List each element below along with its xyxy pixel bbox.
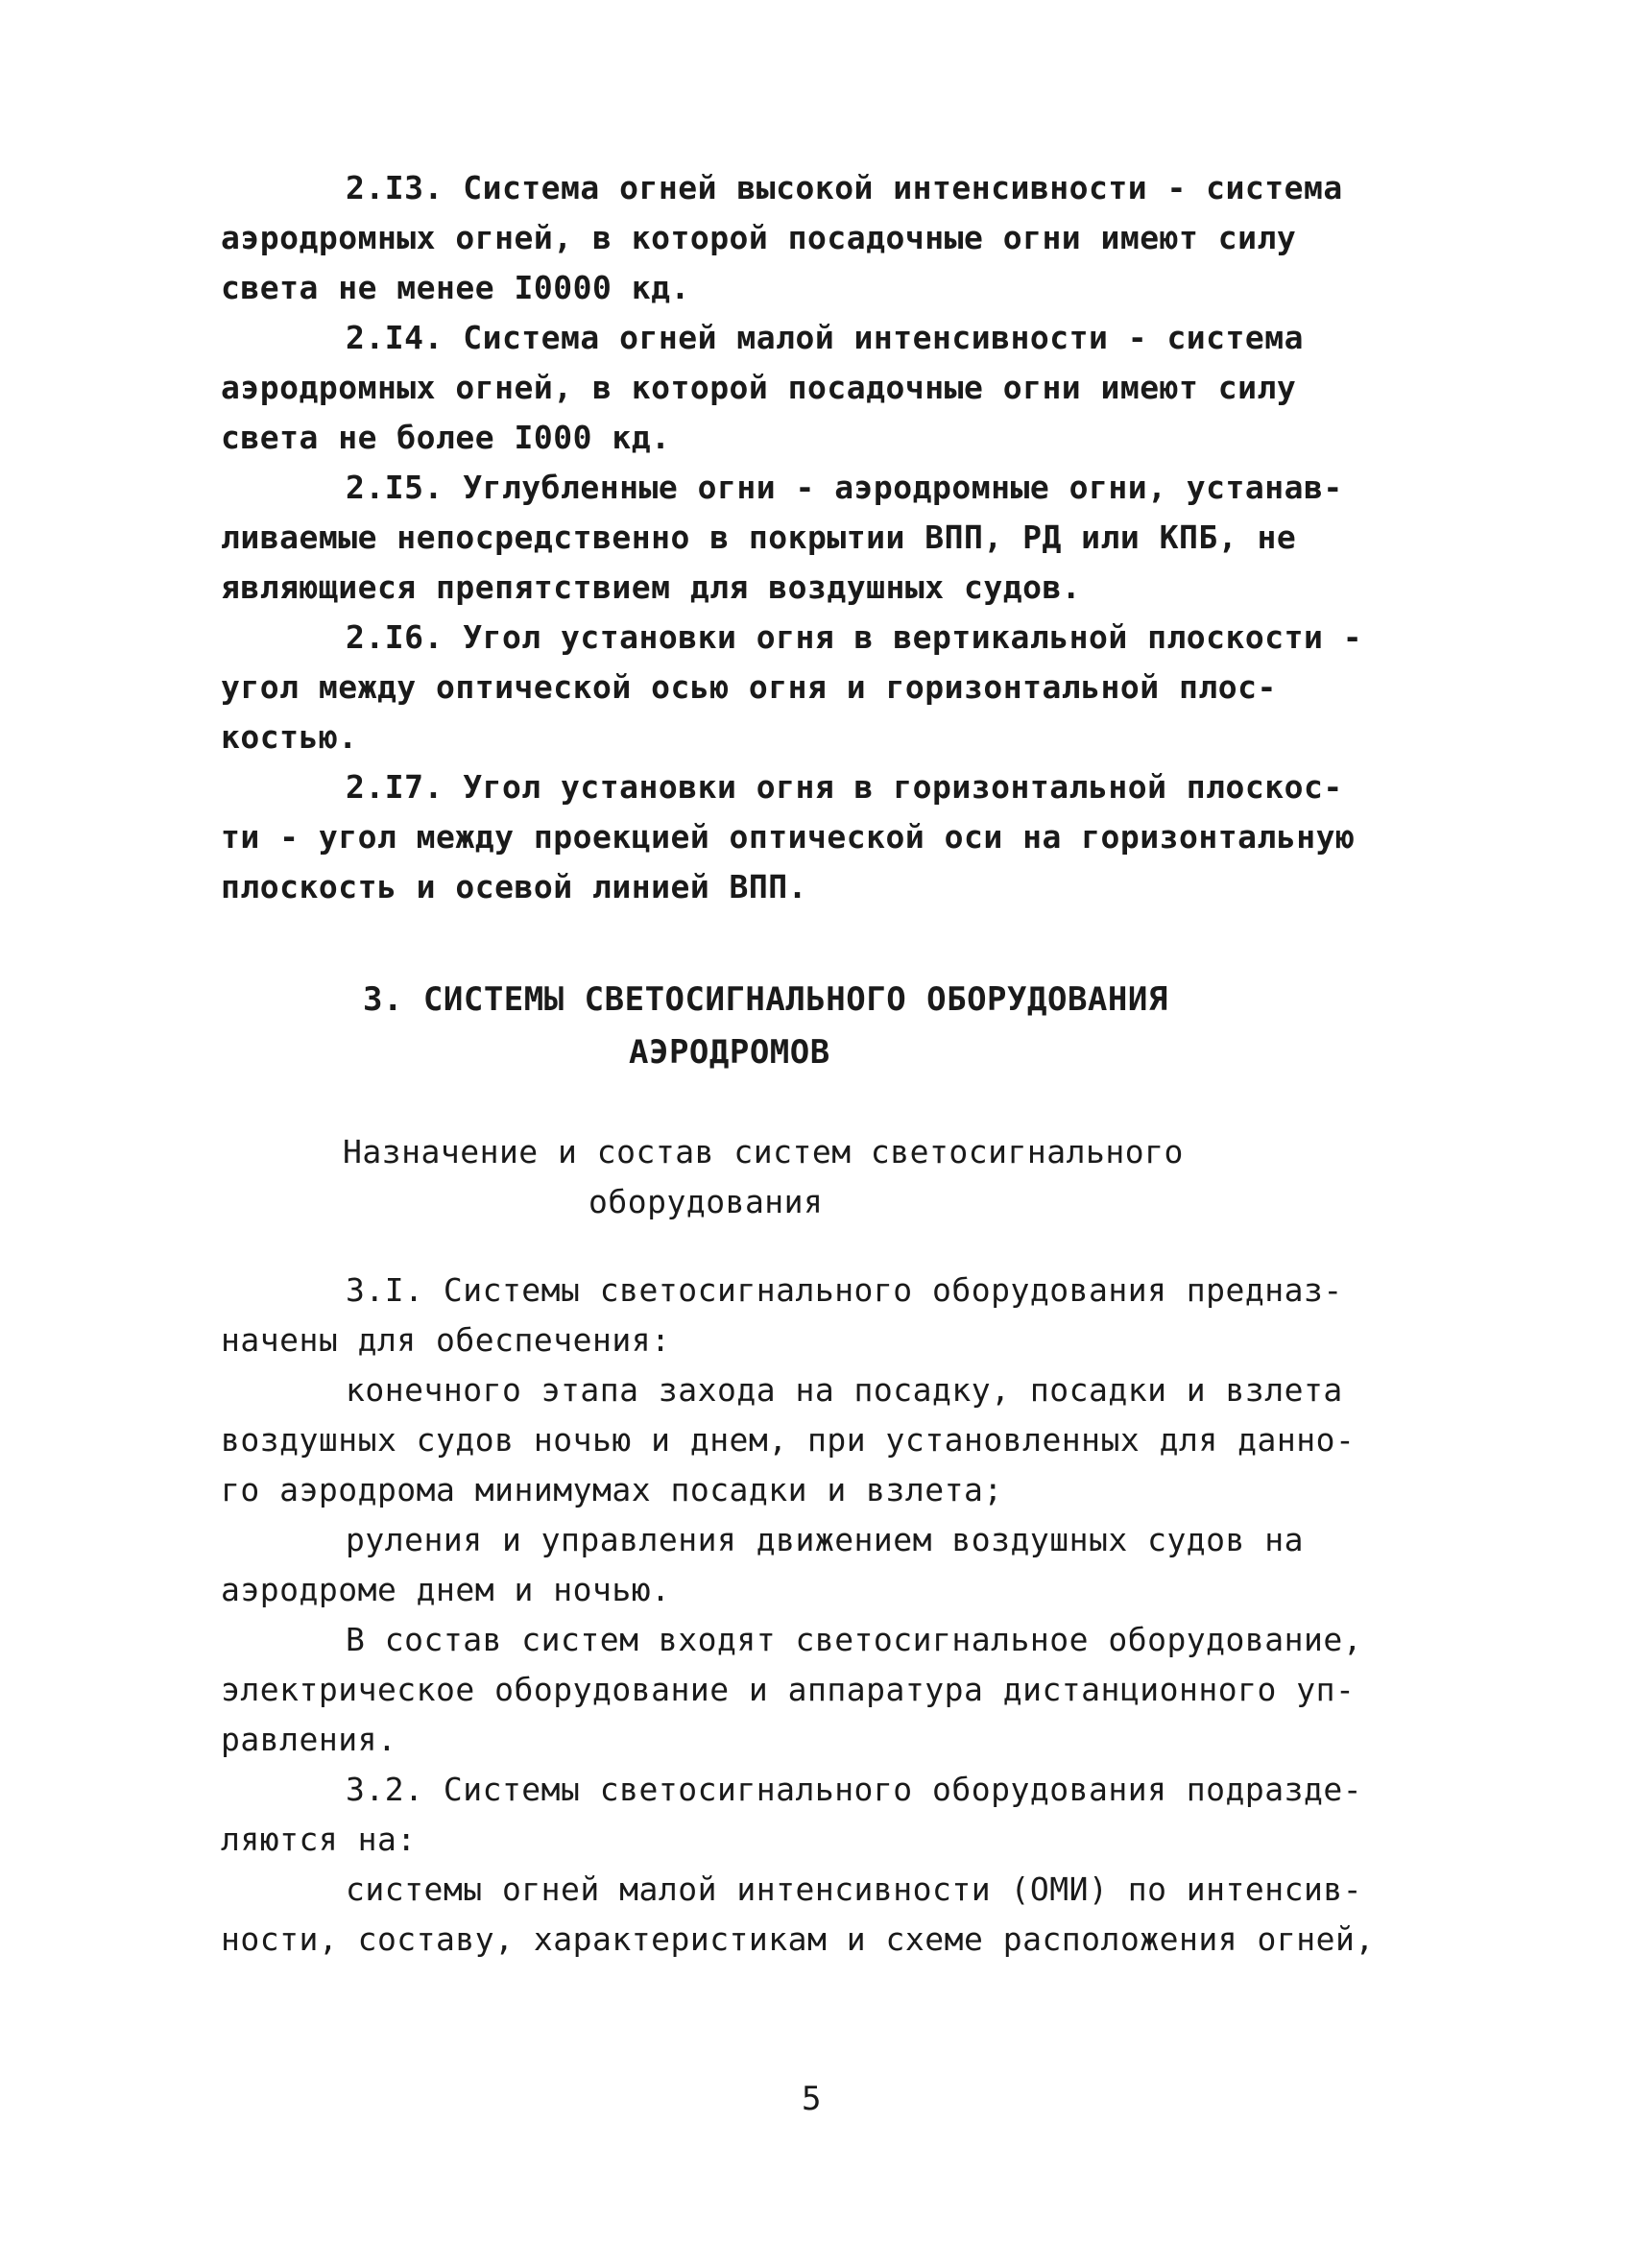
text-line: руления и управления движением воздушных судов на <box>346 1521 1305 1558</box>
text-line: 2.I5. Углубленные огни - аэродромные огни, устанав- <box>346 469 1343 506</box>
text-line: аэродромных огней, в которой посадочные огни имеют силу <box>221 219 1297 256</box>
text-line: 3.I. Системы светосигнального оборудования предназ- <box>346 1271 1343 1309</box>
text-line: 2.I7. Угол установки огня в горизонтальной плоскос- <box>346 768 1343 806</box>
text-line: ливаемые непосредственно в покрытии ВПП, РД или КПБ, не <box>221 519 1297 556</box>
text-line: 2.I4. Система огней малой интенсивности - система <box>346 319 1305 356</box>
text-line: света не более I000 кд. <box>221 419 671 456</box>
text-line: света не менее I0000 кд. <box>221 269 690 306</box>
text-line: начены для обеспечения: <box>221 1321 671 1359</box>
subheading-line: Назначение и состав систем светосигнального <box>343 1133 1184 1170</box>
text-line: В состав систем входят светосигнальное оборудование, <box>346 1621 1363 1658</box>
page-number: 5 <box>802 2080 822 2118</box>
text-line: 2.I6. Угол установки огня в вертикальной плоскости - <box>346 618 1363 656</box>
text-line: являющиеся препятствием для воздушных судов. <box>221 568 1082 606</box>
text-line: конечного этапа захода на посадку, посадки и взлета <box>346 1371 1343 1409</box>
section-heading-line: АЭРОДРОМОВ <box>629 1033 830 1072</box>
text-line: ности, составу, характеристикам и схеме расположения огней, <box>221 1920 1375 1958</box>
text-line: электрическое оборудование и аппаратура дистанционного уп- <box>221 1671 1356 1708</box>
text-line: равления. <box>221 1721 397 1758</box>
text-line: воздушных судов ночью и днем, при установленных для данно- <box>221 1421 1356 1459</box>
text-line: ляются на: <box>221 1821 417 1858</box>
text-line: плоскость и осевой линией ВПП. <box>221 868 808 905</box>
subheading-line: оборудования <box>588 1183 824 1220</box>
text-line: угол между оптической осью огня и горизонтальной плос- <box>221 668 1277 706</box>
text-line: ти - угол между проекцией оптической оси на горизонтальную <box>221 818 1356 856</box>
text-line: аэродроме днем и ночью. <box>221 1571 671 1608</box>
text-line: 3.2. Системы светосигнального оборудования подразде- <box>346 1771 1363 1808</box>
section-heading-line: 3. СИСТЕМЫ СВЕТОСИГНАЛЬНОГО ОБОРУДОВАНИЯ <box>363 980 1168 1019</box>
text-line: аэродромных огней, в которой посадочные огни имеют силу <box>221 369 1297 406</box>
text-line: системы огней малой интенсивности (ОМИ) по интенсив- <box>346 1870 1363 1908</box>
text-line: го аэродрома минимумах посадки и взлета; <box>221 1471 1003 1508</box>
text-line: костью. <box>221 718 358 756</box>
text-line: 2.I3. Система огней высокой интенсивности - система <box>346 169 1343 206</box>
